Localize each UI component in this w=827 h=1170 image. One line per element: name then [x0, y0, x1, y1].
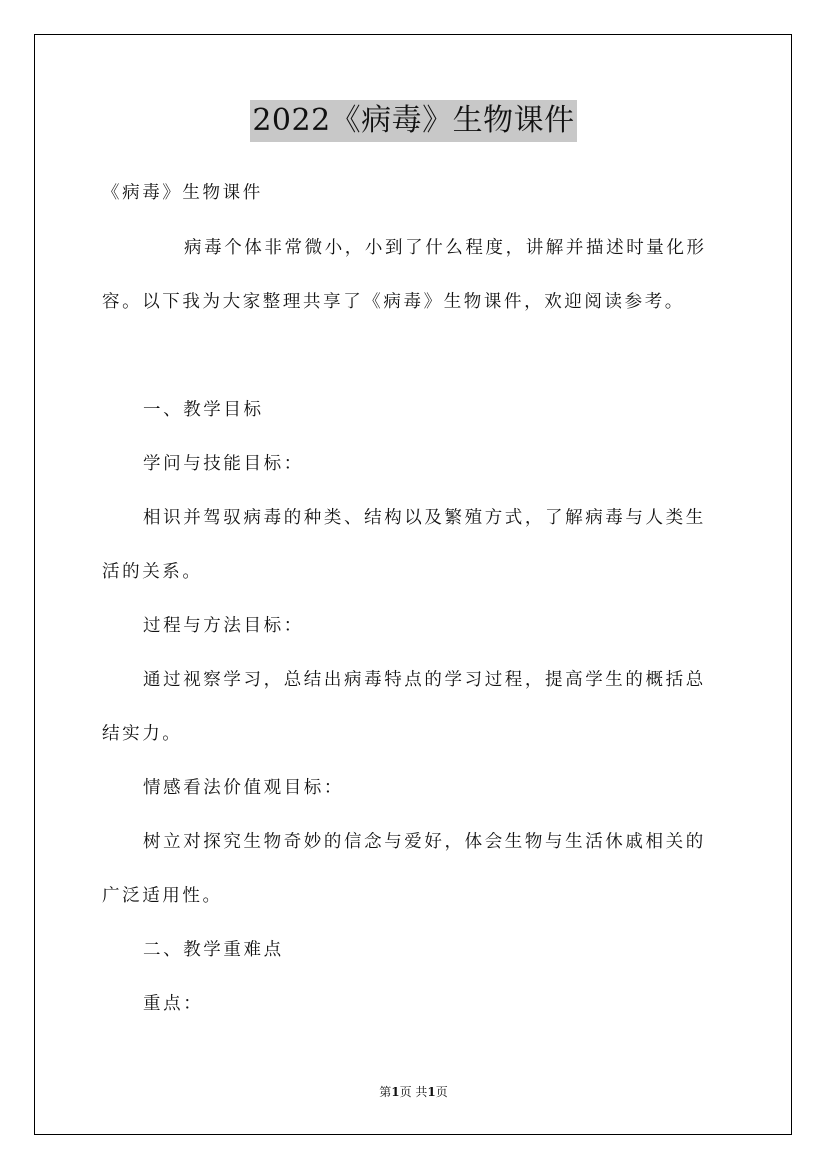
goal-process-line-2: 结实力。 [102, 724, 183, 744]
page-footer [0, 1084, 827, 1100]
goal-attitude-line-2: 广泛适用性。 [102, 886, 223, 906]
key-point-label: 重点： [143, 994, 204, 1014]
goal-knowledge-label: 学问与技能目标： [143, 454, 304, 474]
footer-page-mid: 页 共 [399, 1085, 428, 1099]
intro-line-2: 容。以下我为大家整理共享了《病毒》生物课件，欢迎阅读参考。 [102, 292, 685, 312]
goal-process-line-1: 通过视察学习，总结出病毒特点的学习过程，提高学生的概括总 [143, 670, 706, 690]
title-container [0, 100, 827, 142]
goal-attitude-line-1: 树立对探究生物奇妙的信念与爱好，体会生物与生活休戚相关的 [143, 832, 706, 852]
goal-knowledge-line-2: 活的关系。 [102, 562, 203, 582]
goal-attitude-label: 情感看法价值观目标： [143, 778, 344, 798]
goal-knowledge-line-1: 相识并驾驭病毒的种类、结构以及繁殖方式，了解病毒与人类生 [143, 508, 706, 528]
section-heading-key-points: 二、教学重难点 [143, 940, 284, 960]
footer-page-current: 1 [391, 1085, 400, 1099]
subtitle: 《病毒》生物课件 [102, 183, 263, 203]
section-heading-objectives: 一、教学目标 [143, 400, 264, 420]
goal-process-label: 过程与方法目标： [143, 616, 304, 636]
intro-line-1: 病毒个体非常微小，小到了什么程度，讲解并描述时量化形 [184, 238, 707, 258]
footer-page-total: 1 [427, 1085, 436, 1099]
footer-page-suffix: 页 [435, 1085, 448, 1099]
footer-page-prefix: 第 [379, 1085, 392, 1099]
document-title: 2022《病毒》生物课件 [250, 100, 576, 142]
